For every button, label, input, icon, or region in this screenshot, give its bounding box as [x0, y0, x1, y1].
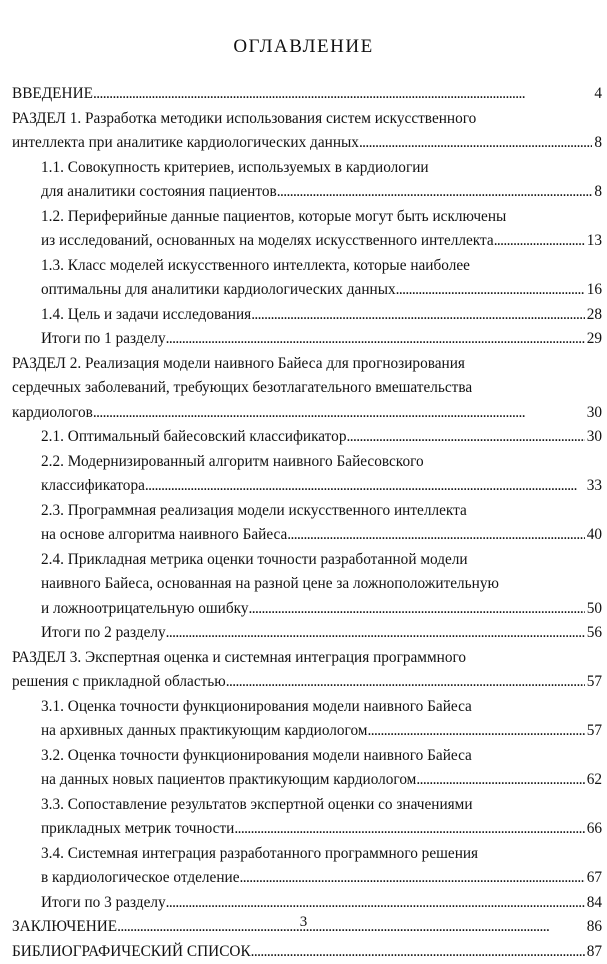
- toc-entry-line: наивного Байеса, основанная на разной цене за ложноположительную: [41, 572, 602, 597]
- toc-entry-page: 57: [585, 719, 602, 744]
- toc-entry-line: классификатора: [41, 474, 145, 499]
- toc-entry-line: 1.2. Периферийные данные пациентов, которые могут быть исключены: [41, 205, 602, 230]
- toc-entry-leader-row: [41, 180, 602, 205]
- dot-leader: [166, 327, 585, 352]
- toc-entry-leader-row: [41, 229, 602, 254]
- toc-heading: ОГЛАВЛЕНИЕ: [0, 36, 607, 58]
- dot-leader: [234, 817, 584, 842]
- toc-entry-line: для аналитики состояния пациентов: [41, 180, 277, 205]
- toc-entry-page: 50: [585, 597, 602, 622]
- toc-entry-line: 3.4. Системная интеграция разработанного программного решения: [41, 842, 602, 867]
- toc-entry-leader-row: [41, 866, 602, 891]
- toc-entry-line: 3.3. Сопоставление результатов экспертной оценки со значениями: [41, 793, 602, 818]
- dot-leader: [416, 768, 584, 793]
- toc-entry[interactable]: [12, 793, 602, 842]
- toc-entry-line: ВВЕДЕНИЕ: [12, 82, 93, 107]
- toc-entry[interactable]: [12, 891, 602, 916]
- toc-entry[interactable]: [12, 156, 602, 205]
- dot-leader: [248, 597, 584, 622]
- toc-entry[interactable]: [12, 425, 602, 450]
- toc-entry-page: 56: [585, 621, 602, 646]
- toc-entry[interactable]: [12, 327, 602, 352]
- toc-entry-leader-row: [41, 817, 602, 842]
- toc-entry-line: РАЗДЕЛ 3. Экспертная оценка и системная интеграция программного: [12, 646, 602, 671]
- dot-leader: [287, 523, 584, 548]
- dot-leader: [367, 719, 584, 744]
- toc-entry-line: Итоги по 2 разделу: [41, 621, 166, 646]
- toc-entry-line: прикладных метрик точности: [41, 817, 234, 842]
- toc-entry-line: решения с прикладной областью: [12, 670, 226, 695]
- dot-leader: [396, 278, 585, 303]
- toc-entry[interactable]: [12, 548, 602, 622]
- toc-entry-line: 3.2. Оценка точности функционирования модели наивного Байеса: [41, 744, 602, 769]
- toc-entry-leader-row: [12, 670, 602, 695]
- toc-entry-page: 66: [585, 817, 602, 842]
- toc-entry-line: и ложноотрицательную ошибку: [41, 597, 248, 622]
- toc-entry-leader-row: [41, 719, 602, 744]
- toc-entry[interactable]: [12, 450, 602, 499]
- toc-entry-leader-row: [12, 401, 602, 426]
- toc-entry-page: 8: [592, 131, 602, 156]
- page-number: 3: [0, 914, 607, 931]
- toc-entry-leader-row: [41, 523, 602, 548]
- dot-leader: [494, 229, 585, 254]
- dot-leader: [93, 82, 592, 107]
- toc-entry-leader-row: [41, 621, 602, 646]
- toc-entry-page: 29: [585, 327, 602, 352]
- toc-entry-line: на основе алгоритма наивного Байеса: [41, 523, 287, 548]
- toc-entry-line: интеллекта при аналитике кардиологических данных: [12, 131, 359, 156]
- toc-entry-leader-row: [12, 131, 602, 156]
- toc-entry-line: кардиологов: [12, 401, 93, 426]
- toc-entry-leader-row: [41, 327, 602, 352]
- toc-entry-page: 33: [585, 474, 602, 499]
- toc-entry-line: на архивных данных практикующим кардиологом: [41, 719, 367, 744]
- toc-entry-leader-row: [41, 425, 602, 450]
- toc-entry-line: на данных новых пациентов практикующим кардиологом: [41, 768, 416, 793]
- toc-entry[interactable]: [12, 499, 602, 548]
- toc-entry[interactable]: [12, 254, 602, 303]
- toc-entry[interactable]: [12, 940, 602, 964]
- toc-entry-page: 57: [585, 670, 602, 695]
- toc-entry[interactable]: [12, 646, 602, 695]
- toc-entry-page: 87: [585, 940, 602, 964]
- toc-entry-line: 2.2. Модернизированный алгоритм наивного Байесовского: [41, 450, 602, 475]
- toc-entry-line: 2.4. Прикладная метрика оценки точности разработанной модели: [41, 548, 602, 573]
- dot-leader: [251, 303, 585, 328]
- toc-entry-line: РАЗДЕЛ 2. Реализация модели наивного Байеса для прогнозирования: [12, 352, 602, 377]
- dot-leader: [166, 621, 585, 646]
- toc-entry-line: в кардиологическое отделение: [41, 866, 240, 891]
- toc-entry-page: 84: [585, 891, 602, 916]
- toc-entry-line: сердечных заболеваний, требующих безотлагательного вмешательства: [12, 376, 602, 401]
- toc-entry-line: ЗАКЛЮЧЕНИЕ: [12, 915, 117, 940]
- toc-entry-line: Итоги по 1 разделу: [41, 327, 166, 352]
- toc-entry[interactable]: [12, 621, 602, 646]
- dot-leader: [251, 940, 585, 964]
- toc-entry[interactable]: [12, 303, 602, 328]
- toc-entry-leader-row: [41, 303, 602, 328]
- toc-entry-line: БИБЛИОГРАФИЧЕСКИЙ СПИСОК: [12, 940, 251, 964]
- toc-entry-leader-row: [41, 278, 602, 303]
- toc-entry-line: 2.1. Оптимальный байесовский классификатор: [41, 425, 346, 450]
- toc-entry-page: 86: [585, 915, 602, 940]
- dot-leader: [359, 131, 592, 156]
- toc-entry-page: 40: [585, 523, 602, 548]
- toc-entry-line: 1.1. Совокупность критериев, используемых в кардиологии: [41, 156, 602, 181]
- toc-entry-page: 67: [585, 866, 602, 891]
- dot-leader: [166, 891, 585, 916]
- toc-entry[interactable]: [12, 107, 602, 156]
- toc-entry[interactable]: [12, 352, 602, 426]
- toc-entry-line: 3.1. Оценка точности функционирования модели наивного Байеса: [41, 695, 602, 720]
- toc-entry-page: 30: [585, 425, 602, 450]
- toc-entry-leader-row: [41, 768, 602, 793]
- dot-leader: [145, 474, 585, 499]
- toc-entry-page: 28: [585, 303, 602, 328]
- toc-entry-page: 16: [585, 278, 602, 303]
- dot-leader: [226, 670, 585, 695]
- toc-entry[interactable]: [12, 82, 602, 107]
- toc-entry-page: 62: [585, 768, 602, 793]
- toc-entry[interactable]: [12, 744, 602, 793]
- toc-entry-page: 4: [592, 82, 602, 107]
- toc-entry-page: 8: [592, 180, 602, 205]
- toc-entry-line: 2.3. Программная реализация модели искусственного интеллекта: [41, 499, 602, 524]
- toc-entry-leader-row: [41, 597, 602, 622]
- toc-entry-line: из исследований, основанных на моделях искусственного интеллекта: [41, 229, 494, 254]
- toc-entry-line: РАЗДЕЛ 1. Разработка методики использования систем искусственного: [12, 107, 602, 132]
- dot-leader: [277, 180, 593, 205]
- toc-entry-leader-row: [41, 474, 602, 499]
- toc-entry-line: Итоги по 3 разделу: [41, 891, 166, 916]
- toc-entry-page: 30: [585, 401, 602, 426]
- toc-entry[interactable]: [12, 205, 602, 254]
- table-of-contents: [12, 82, 602, 964]
- dot-leader: [240, 866, 585, 891]
- toc-entry-page: 13: [585, 229, 602, 254]
- toc-entry[interactable]: [12, 695, 602, 744]
- toc-entry-line: 1.4. Цель и задачи исследования: [41, 303, 251, 328]
- dot-leader: [346, 425, 584, 450]
- toc-entry-line: 1.3. Класс моделей искусственного интеллекта, которые наиболее: [41, 254, 602, 279]
- toc-entry-leader-row: [12, 940, 602, 964]
- toc-entry-leader-row: [41, 891, 602, 916]
- dot-leader: [93, 401, 585, 426]
- toc-entry-line: оптимальны для аналитики кардиологических данных: [41, 278, 396, 303]
- toc-entry[interactable]: [12, 842, 602, 891]
- toc-entry-leader-row: [12, 82, 602, 107]
